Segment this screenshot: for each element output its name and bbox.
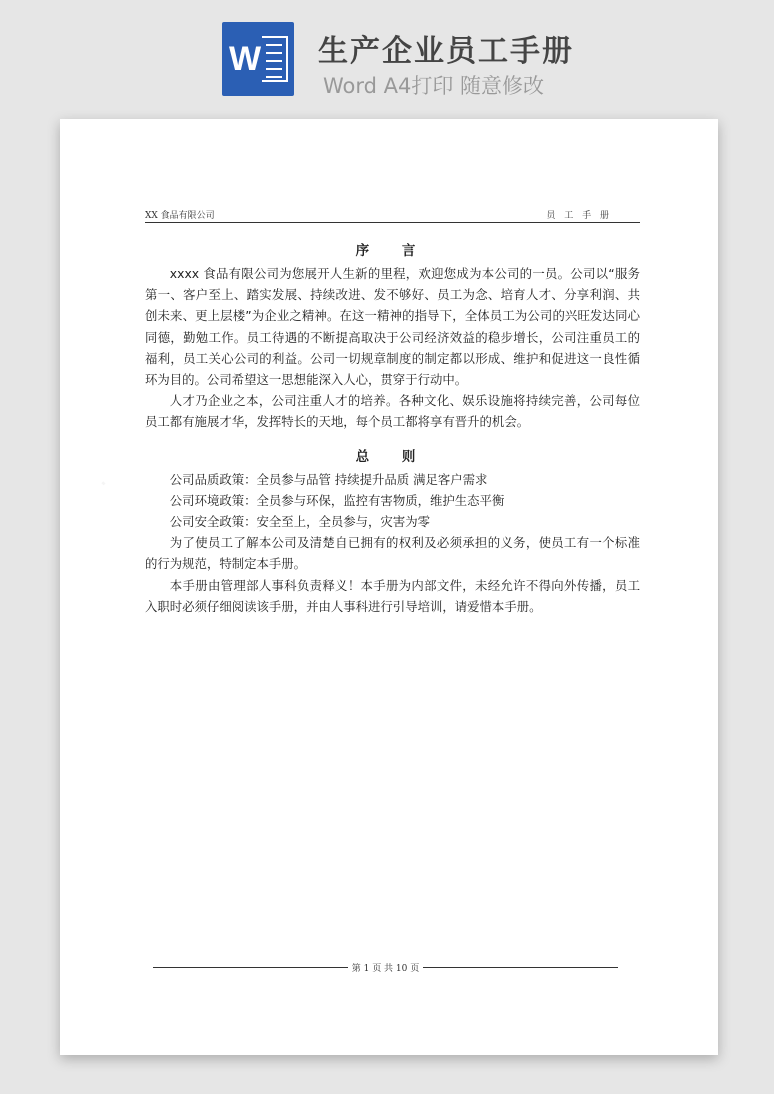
- page-footer: [153, 961, 618, 975]
- general-paragraph: 公司安全政策：安全至上，全员参与，灾害为零: [169, 514, 430, 530]
- watermark: ·: [90, 470, 118, 498]
- preface-paragraph: xxxx 食品有限公司为您展开人生新的里程，欢迎您成为本公司的一员。公司以“服务第一、客户至上、踏实发展、持续改进、发不够好、员工为念、培育人才、分享利润、共创未来、更上层楼”为企业之精神。在这一精神的指导下，全体员工为公司的兴旺发达同心同德，勤勉工作。员工待遇的不断提高取决于公司经济效益的稳步增长，公司注重员工的福利，员工关心公司的利益。公司一切规章制度的制定都以形成、维护和促进这一良性循环为目的。公司希望这一思想能深入人心，贯穿于行动中。: [145, 266, 640, 388]
- word-icon: [222, 22, 294, 96]
- word-logo-letter: W: [228, 40, 262, 78]
- general-paragraph: 本手册由管理部人事科负责释义！本手册为内部文件，未经允许不得向外传播，员工入职时必须仔细阅读该手册，并由人事科进行引导培训，请爱惜本手册。: [145, 577, 640, 614]
- page-header: [145, 208, 640, 223]
- general-paragraph: 为了使员工了解本公司及清楚自已拥有的权利及必须承担的义务，使员工有一个标准的行为规范，特制定本手册。: [145, 535, 640, 572]
- section-title-preface: 序 言: [355, 243, 430, 259]
- footer-rule-right: [423, 967, 618, 968]
- header-manual-title: 员 工 手 册: [546, 211, 612, 221]
- document-lines-icon: [262, 36, 288, 82]
- preface-paragraph: 人才乃企业之本，公司注重人才的培养。各种文化、娱乐设施将持续完善，公司每位员工都有施展才华，发挥特长的天地，每个员工都将享有晋升的机会。: [145, 393, 640, 430]
- banner-subtitle: Word A4打印 随意修改: [323, 74, 545, 98]
- section-title-general: 总 则: [355, 448, 430, 465]
- document-page: [60, 119, 718, 1055]
- banner-title: 生产企业员工手册: [318, 34, 574, 69]
- page-content: [145, 241, 640, 617]
- page-number: 第 1 页 共 10 页: [351, 964, 420, 974]
- general-paragraph: 公司环境政策：全员参与环保，监控有害物质，维护生态平衡: [169, 492, 505, 508]
- general-paragraph: 公司品质政策：全员参与品管 持续提升品质 满足客户需求: [169, 471, 488, 487]
- header-company: XX 食品有限公司: [145, 211, 215, 221]
- banner: [0, 0, 774, 110]
